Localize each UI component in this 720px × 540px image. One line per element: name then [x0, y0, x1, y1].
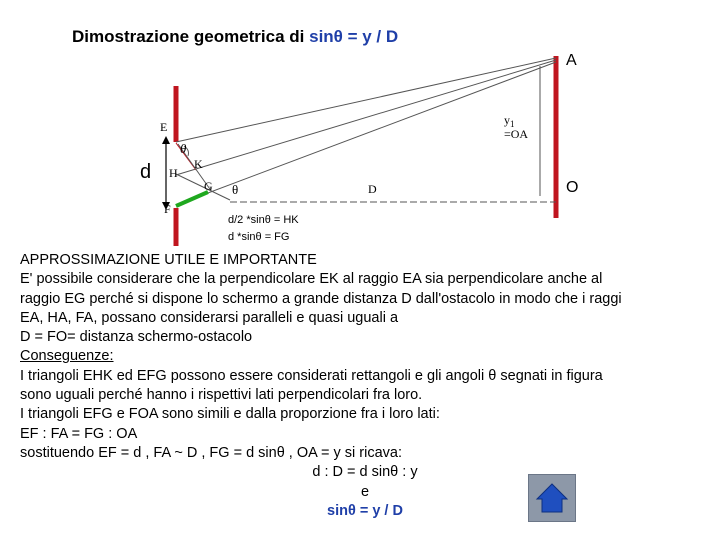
- label-eq-hk: d/2 *sinθ = HK: [228, 214, 299, 226]
- geometry-diagram: [0, 0, 720, 250]
- ray-HA: [176, 60, 556, 175]
- text-line-2: E' possibile considerare che la perpendicolare EK al raggio EA sia perpendicolare anche al: [20, 271, 603, 288]
- label-theta-top: θ: [180, 141, 187, 156]
- text-line-4: EA, HA, FA, possano considerarsi paralleli e quasi uguali a: [20, 309, 399, 326]
- text-line-9: I triangoli EFG e FOA sono simili e dalla proporzione fra i loro lati:: [20, 406, 440, 423]
- d-arrow-head-up: [162, 136, 170, 144]
- text-line-5: D = FO= distanza schermo-ostacolo: [20, 329, 253, 346]
- label-d: d: [140, 161, 152, 183]
- home-button[interactable]: [528, 474, 576, 522]
- text-final-formula: sinθ = y / D: [327, 502, 403, 519]
- title-prefix: Dimostrazione geometrica di: [72, 27, 310, 46]
- explanation-text: [20, 251, 710, 521]
- text-ratio: d : D = d sinθ : y: [312, 464, 418, 481]
- label-y1-eq: =OA: [504, 127, 529, 141]
- home-icon: [529, 475, 575, 521]
- text-line-3: raggio EG perché si dispone lo schermo a grande distanza D dall'ostacolo in modo che i raggi: [20, 290, 622, 307]
- label-A: A: [566, 52, 577, 69]
- text-and: e: [360, 483, 370, 500]
- label-y1-sub: 1: [510, 119, 515, 129]
- text-heading: APPROSSIMAZIONE UTILE E IMPORTANTE: [20, 252, 317, 268]
- label-eq-fg: d *sinθ = FG: [228, 231, 290, 243]
- label-y1: $y_1$: [504, 113, 515, 129]
- text-proportion: EF : FA = FG : OA: [20, 425, 138, 442]
- ray-EA: [176, 58, 556, 142]
- label-H: H: [169, 166, 178, 180]
- label-K: K: [194, 157, 203, 171]
- text-consequences: Conseguenze:: [20, 348, 114, 365]
- label-F: F: [164, 202, 171, 216]
- label-G: G: [204, 179, 213, 193]
- label-O: O: [566, 179, 579, 196]
- segment-FG: [176, 192, 208, 206]
- label-E: E: [160, 120, 168, 134]
- text-line-8: sono uguali perché hanno i rispettivi lati perpendicolari fra loro.: [20, 387, 423, 404]
- label-theta-mid: θ: [232, 182, 239, 197]
- text-substitution: sostituendo EF = d , FA ~ D , FG = d sinθ , OA = y si ricava:: [20, 444, 403, 461]
- text-line-7: I triangoli EHK ed EFG possono essere considerati rettangoli e gli angoli θ segnati in figura: [20, 367, 603, 384]
- label-D: D: [368, 182, 377, 196]
- title-formula: sinθ = y / D: [309, 27, 399, 46]
